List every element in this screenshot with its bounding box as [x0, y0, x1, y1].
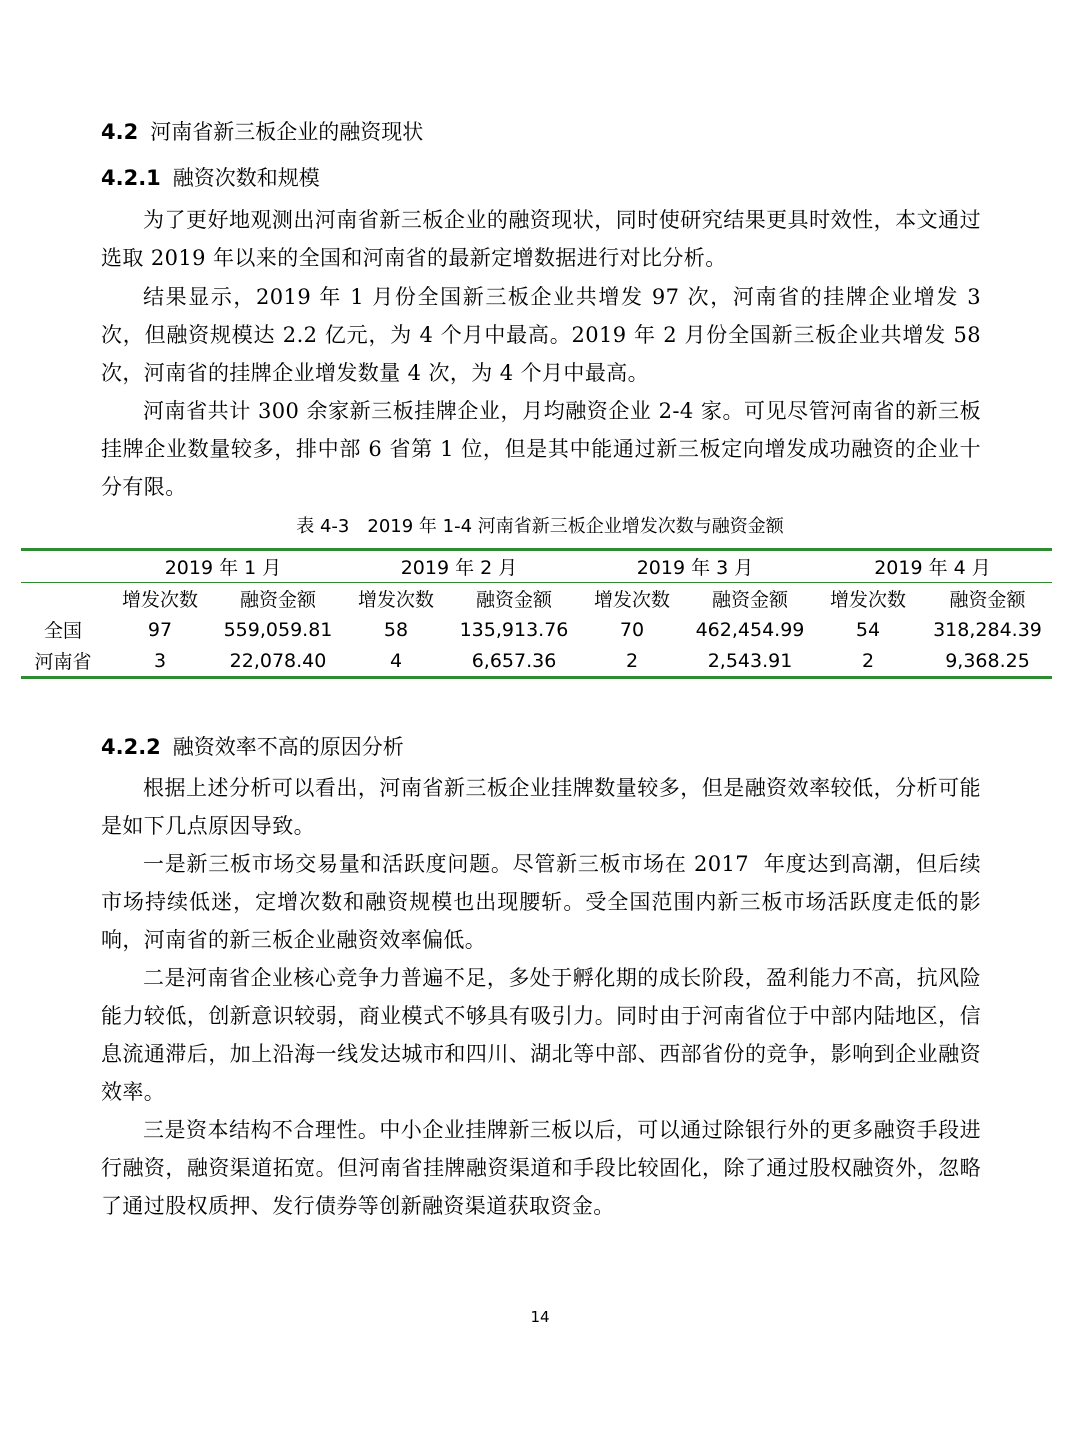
section-heading-4-2: [101, 118, 423, 146]
column-header: 增发次数: [121, 589, 198, 611]
column-header: 增发次数: [593, 589, 670, 611]
section-heading-4-2-2: [101, 733, 404, 761]
table-cell: 3: [153, 649, 167, 672]
column-header: 融资金额: [239, 589, 316, 611]
month-header: 2019 年 3 月: [577, 550, 813, 583]
section-number: 4.2: [101, 120, 139, 144]
table-cell: 135,913.76: [459, 618, 569, 641]
table-cell: 2,543.91: [707, 649, 793, 672]
table-cell: 2: [625, 649, 639, 672]
table-row: [21, 645, 1052, 678]
table-caption: 表 4-3 2019 年 1-4 河南省新三板企业增发次数与融资金额: [296, 516, 784, 537]
body-paragraph: 二是河南省企业核心竞争力普遍不足，多处于孵化期的成长阶段，盈利能力不高，抗风险能力较低，创新意识较弱，商业模式不够具有吸引力。同时由于河南省位于中部内陆地区，信息流通滞后，加上沿海一线发达城市和四川、湖北等中部、西部省份的竞争，影响到企业融资效率。: [101, 966, 981, 1104]
table-cell: 6,657.36: [471, 649, 557, 672]
row-label: 河南省: [34, 651, 92, 673]
section-number: 4.2.1: [101, 166, 161, 190]
section-heading-4-2-1: [101, 164, 320, 192]
month-header: 2019 年 1 月: [105, 550, 341, 583]
section-title: 融资次数和规模: [172, 166, 320, 190]
table-cell: 462,454.99: [695, 618, 805, 641]
table-cell: 559,059.81: [223, 618, 333, 641]
table-row: [21, 614, 1052, 645]
column-header: 增发次数: [829, 589, 906, 611]
row-label: 全国: [43, 620, 82, 642]
body-paragraph: 三是资本结构不合理性。中小企业挂牌新三板以后，可以通过除银行外的更多融资手段进行融资，融资渠道拓宽。但河南省挂牌融资渠道和手段比较固化，除了通过股权融资外，忽略了通过股权质押、发行债券等创新融资渠道获取资金。: [101, 1118, 981, 1218]
table-cell: 58: [383, 618, 409, 641]
body-paragraph: 结果显示，2019 年 1 月份全国新三板企业共增发 97 次，河南省的挂牌企业增发 3 次，但融资规模达 2.2 亿元，为 4 个月中最高。2019 年 2 月份全国新三板企业共增发 58 次，河南省的挂牌企业增发数量 4 次，为 4 个月中最高。: [101, 285, 989, 385]
empty-cell: [21, 583, 105, 615]
table-cell: 4: [389, 649, 403, 672]
section-number: 4.2.2: [101, 735, 161, 759]
financing-table: [21, 548, 1052, 679]
month-header: 2019 年 4 月: [813, 550, 1052, 583]
month-header-row: [21, 550, 1052, 583]
table-cell: 97: [147, 618, 173, 641]
body-paragraph: 河南省共计 300 余家新三板挂牌企业，月均融资企业 2-4 家。可见尽管河南省的新三板挂牌企业数量较多，排中部 6 省第 1 位，但是其中能通过新三板定向增发成功融资的企业十分有限。: [101, 399, 981, 499]
body-paragraph: 一是新三板市场交易量和活跃度问题。尽管新三板市场在 2017 年度达到高潮，但后续市场持续低迷，定增次数和融资规模也出现腰斩。受全国范围内新三板市场活跃度走低的影响，河南省的新三板企业融资效率偏低。: [101, 852, 981, 952]
table-cell: 22,078.40: [229, 649, 327, 672]
page-number: 14: [530, 1308, 550, 1326]
section-title: 融资效率不高的原因分析: [172, 735, 404, 759]
table-cell: 54: [855, 618, 881, 641]
empty-cell: [21, 550, 105, 583]
month-header: 2019 年 2 月: [341, 550, 577, 583]
sub-header-row: [21, 583, 1052, 615]
body-paragraph: 根据上述分析可以看出，河南省新三板企业挂牌数量较多，但是融资效率较低，分析可能是如下几点原因导致。: [101, 776, 981, 838]
section-title: 河南省新三板企业的融资现状: [150, 120, 424, 144]
table-cell: 2: [861, 649, 875, 672]
data-table-container: [21, 548, 1052, 679]
column-header: 融资金额: [711, 589, 788, 611]
body-paragraph: 为了更好地观测出河南省新三板企业的融资现状，同时使研究结果更具时效性，本文通过选取 2019 年以来的全国和河南省的最新定增数据进行对比分析。: [101, 208, 981, 270]
table-cell: 318,284.39: [933, 618, 1042, 641]
table-cell: 70: [619, 618, 645, 641]
column-header: 融资金额: [949, 589, 1026, 611]
table-cell: 9,368.25: [945, 649, 1030, 672]
column-header: 增发次数: [357, 589, 434, 611]
column-header: 融资金额: [475, 589, 552, 611]
